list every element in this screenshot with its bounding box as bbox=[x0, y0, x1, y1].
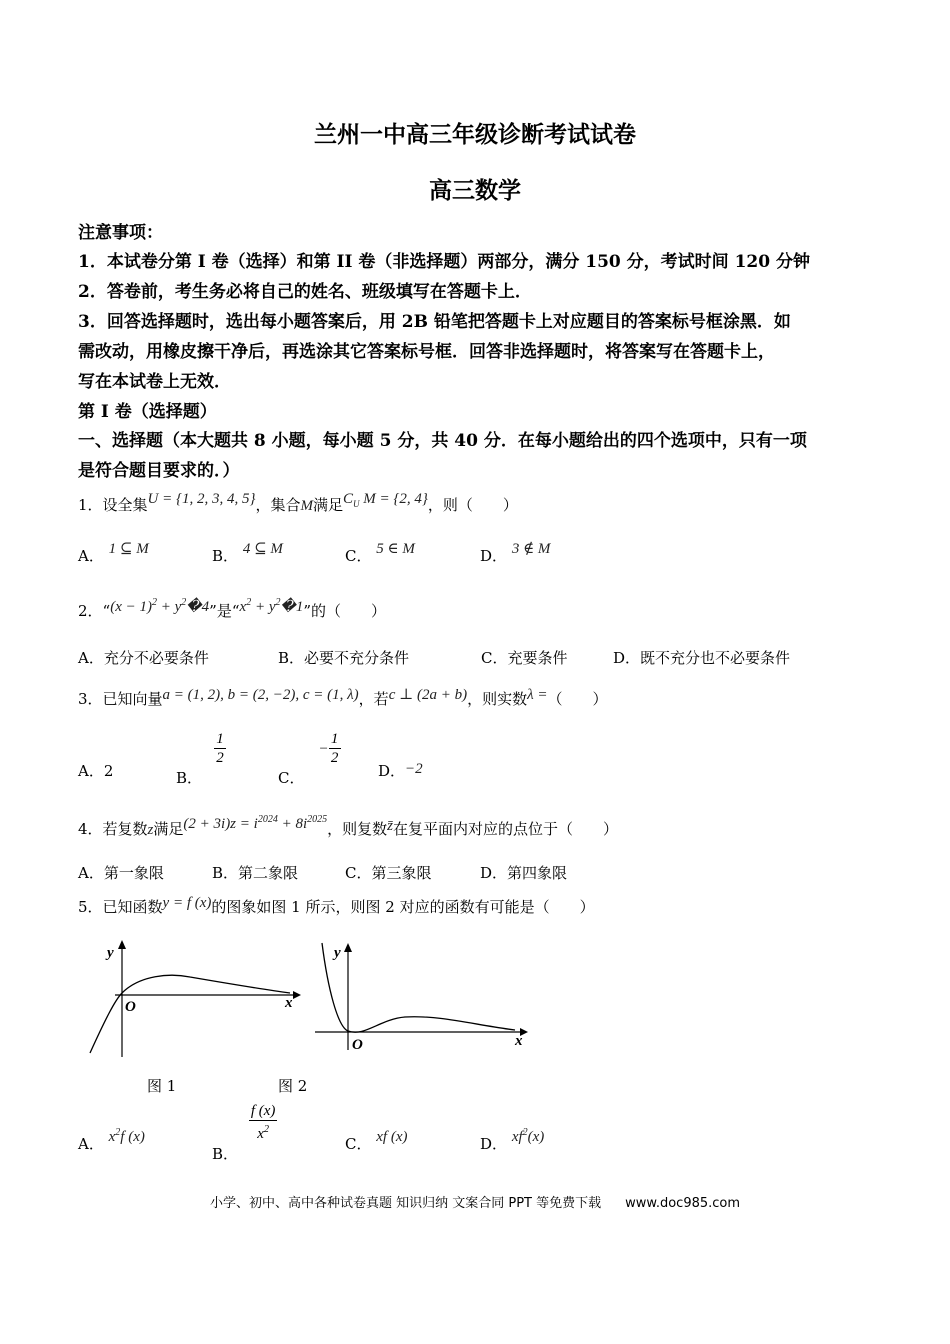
part-heading-line-1: 一、选择题（本大题共 8 小题，每小题 5 分，共 40 分．在每小题给出的四个选项中，只有一项 bbox=[78, 431, 807, 451]
part-heading-line-2: 是符合题目要求的．） bbox=[78, 461, 240, 481]
figure-2-origin-label: O bbox=[352, 1037, 363, 1053]
q2-condition-2: $x^2$ + $y^2�1$ bbox=[239, 597, 304, 615]
q1-option-b: B． 4 ⊆ M bbox=[212, 541, 283, 565]
question-2: 2．“$(x - 1)^2$ + $y^2�4$”是“$x^2$ + $y^2�1$”的（ ） bbox=[78, 597, 387, 620]
q4-var-z: z bbox=[147, 822, 154, 838]
notice-heading: 注意事项： bbox=[78, 223, 163, 243]
q1-text-a: 1．设全集 bbox=[78, 496, 148, 514]
q3-option-a: A．2 bbox=[78, 762, 114, 780]
q4-option-c: C．第三象限 bbox=[345, 864, 432, 882]
q5-option-c: C． xf (x) bbox=[345, 1129, 408, 1153]
q1-option-d: D． 3 ∉ M bbox=[480, 541, 551, 565]
q1-option-c: C． 5 ∈ M bbox=[345, 541, 415, 565]
figure-1-origin-label: O bbox=[125, 999, 136, 1015]
q4-option-d: D．第四象限 bbox=[480, 864, 568, 882]
q4-conjugate: z̄ bbox=[387, 818, 393, 834]
q1-complement: $C_U$ M = {2, 4} bbox=[343, 491, 428, 509]
figure-1-caption: 图 1 bbox=[147, 1077, 177, 1095]
figure-2-graph bbox=[310, 935, 535, 1060]
exam-title: 兰州一中高三年级诊断考试试卷 bbox=[314, 121, 636, 148]
notice-item-2: 2．答卷前，考生务必将自己的姓名、班级填写在答题卡上． bbox=[78, 282, 532, 302]
footer-site-link[interactable]: www.doc985.com bbox=[625, 1196, 741, 1211]
notice-item-1: 1．本试卷分第 I 卷（选择）和第 II 卷（非选择题）两部分，满分 150 分，考试时间 120 分钟 bbox=[78, 252, 811, 272]
q1-text-d: ，则（ ） bbox=[427, 496, 518, 514]
question-5: 5．已知函数y = f (x)的图象如图 1 所示，则图 2 对应的函数有可能是（ ） bbox=[78, 895, 595, 916]
notice-item-3-line-1: 3．回答选择题时，选出每小题答案后，用 2B 铅笔把答题卡上对应题目的答案标号框涂黑．如 bbox=[78, 312, 791, 332]
q5-function: y = f (x) bbox=[162, 895, 212, 911]
q2-condition-1: $(x - 1)^2$ + $y^2�4$ bbox=[110, 597, 210, 615]
q2-option-b: B．必要不充分条件 bbox=[278, 649, 410, 667]
q2-option-c: C．充要条件 bbox=[481, 649, 568, 667]
notice-item-3-line-2: 需改动，用橡皮擦干净后，再选涂其它答案标号框．回答非选择题时，将答案写在答题卡上， bbox=[78, 342, 775, 362]
q4-equation: $(2 + 3i)z = i^{2024} + 8i^{2025}$ bbox=[183, 814, 328, 832]
volume-heading: 第 I 卷（选择题） bbox=[78, 402, 217, 422]
q2-option-a: A．充分不必要条件 bbox=[78, 649, 209, 667]
question-3: 3．已知向量a = (1, 2), b = (2, −2), c = (1, λ)，若c ⊥ (2a + b)，则实数λ =（ ） bbox=[78, 687, 608, 708]
footer-text: 小学、初中、高中各种试卷真题 知识归纳 文案合同 PPT 等免费下载 bbox=[209, 1196, 602, 1211]
figure-1-graph bbox=[85, 935, 305, 1060]
q1-universal-set: U = {1, 2, 3, 4, 5} bbox=[147, 491, 256, 507]
exam-subtitle: 高三数学 bbox=[429, 177, 521, 204]
q3-option-b: B． $\frac{1}{2}$ bbox=[176, 730, 226, 767]
figure-2-y-label: y bbox=[334, 945, 341, 961]
q1-var-m: M bbox=[300, 498, 314, 514]
q4-option-b: B．第二象限 bbox=[212, 864, 299, 882]
q1-text-b: ，集合 bbox=[255, 496, 301, 514]
figure-2-caption: 图 2 bbox=[278, 1077, 308, 1095]
figure-2-x-label: x bbox=[515, 1033, 523, 1049]
q3-perpendicular: c ⊥ (2a + b) bbox=[388, 687, 468, 703]
q1-text-c: 满足 bbox=[313, 496, 344, 514]
q1-option-a: A． 1 ⊆ M bbox=[78, 541, 149, 565]
q3-option-d: D．−2 bbox=[378, 761, 423, 780]
figure-1-y-label: y bbox=[107, 945, 114, 961]
q3-vectors: a = (1, 2), b = (2, −2), c = (1, λ) bbox=[162, 687, 359, 703]
q4-option-a: A．第一象限 bbox=[78, 864, 164, 882]
q5-option-b: B． $\frac{f (x)}{x^2}$ bbox=[212, 1103, 276, 1163]
notice-item-3-line-3: 写在本试卷上无效． bbox=[78, 372, 231, 392]
q3-option-c: C．− $\frac{1}{2}$ bbox=[278, 730, 341, 767]
question-4: 4．若复数z满足$(2 + 3i)z = i^{2024} + 8i^{2025}$，则复数z̄在复平面内对应的点位于（ ） bbox=[78, 814, 618, 838]
q5-option-a: A． $x^2f$ (x) bbox=[78, 1127, 145, 1153]
q3-lambda: λ = bbox=[527, 687, 548, 703]
q5-option-d: D． $xf^2(x)$ bbox=[480, 1127, 545, 1153]
page-footer bbox=[0, 1192, 950, 1211]
question-1 bbox=[78, 491, 518, 516]
figure-1-x-label: x bbox=[285, 995, 293, 1011]
q2-option-d: D．既不充分也不必要条件 bbox=[613, 649, 791, 667]
